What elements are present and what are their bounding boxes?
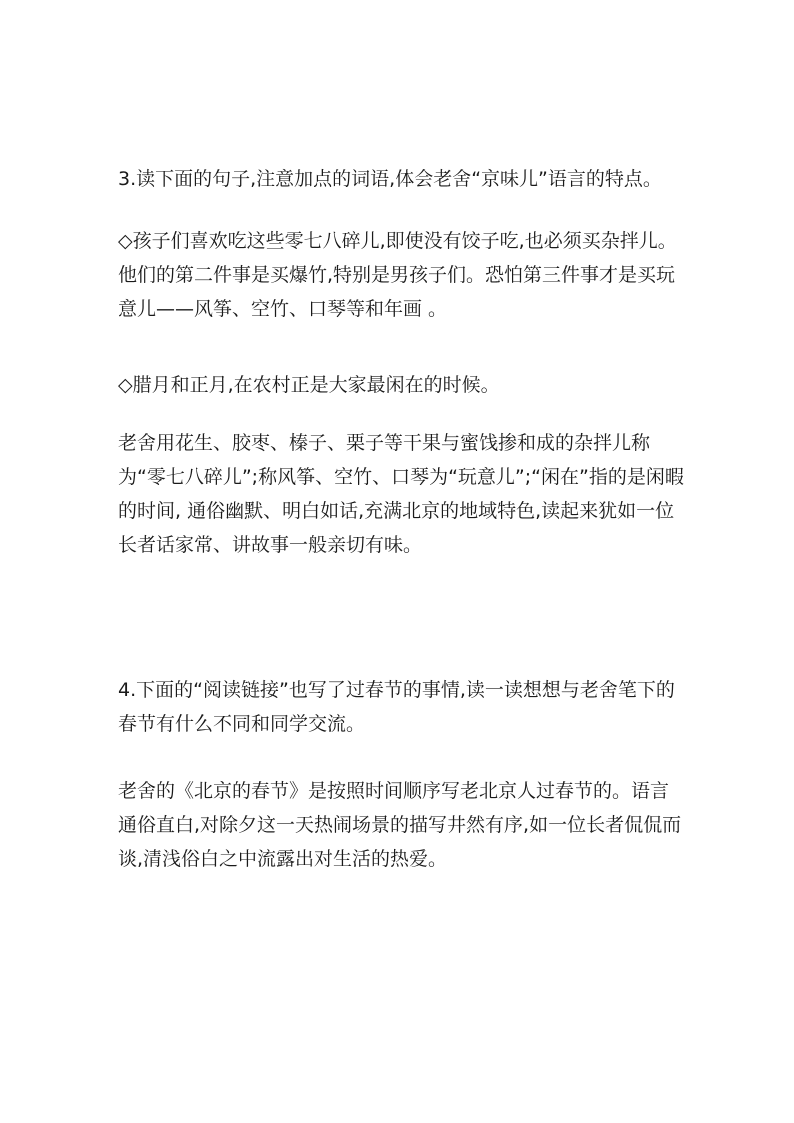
question-3: 3.读下面的句子,注意加点的词语,体会老舍“京味儿”语言的特点。 — [118, 168, 662, 190]
answer-4: 老舍的《北京的春节》是按照时间顺序写老北京人过春节的。语言通俗直白,对除夕这一天热闹场景的描写井然有序,如一位长者侃侃而谈,清浅俗白之中流露出对生活的热爱。 — [118, 780, 682, 870]
example-sentence-1: ◇孩子们喜欢吃这些零七八碎儿,即使没有饺子吃,也必须买杂拌儿。他们的第二件事是买爆竹,特别是男孩子们。恐怕第三件事才是买玩意儿——风筝、空竹、口琴等和年画 。 — [118, 230, 677, 320]
question-4: 4.下面的“阅读链接”也写了过春节的事情,读一读想想与老舍笔下的春节有什么不同和同学交流。 — [118, 679, 675, 735]
answer-3: 老舍用花生、胶枣、榛子、栗子等干果与蜜饯掺和成的杂拌儿称为“零七八碎儿”;称风筝、空竹、口琴为“玩意儿”;“闲在”指的是闲暇的时间, 通俗幽默、明白如话,充满北京的地域特色,读起来犹如一位长者话家常、讲故事一般亲切有味。 — [118, 432, 684, 556]
example-sentence-2: ◇腊月和正月,在农村正是大家最闲在的时候。 — [118, 374, 500, 396]
